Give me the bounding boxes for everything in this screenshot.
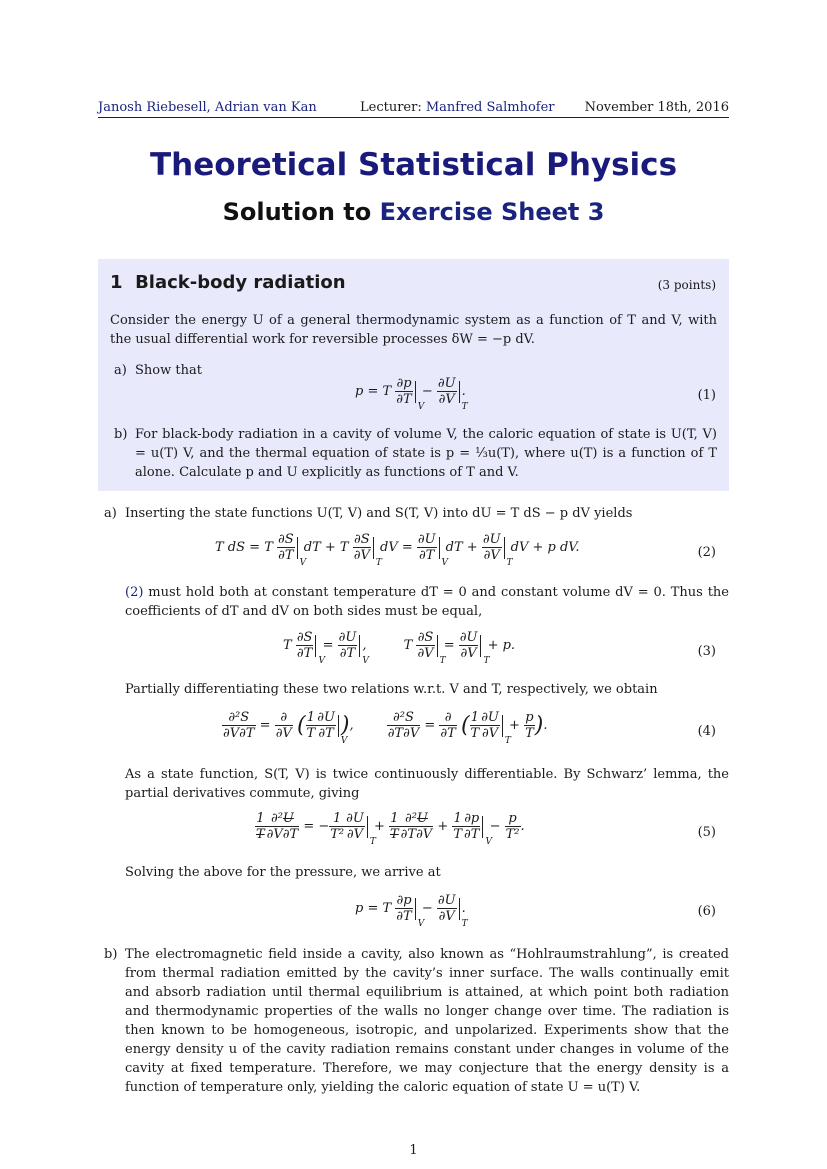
solution-a-para4: As a state function, S(T, V) is twice continuously differentiable. By Schwarz’ lemma, the partial derivatives commute, giving bbox=[125, 767, 729, 801]
part-b-text: For black-body radiation in a cavity of volume V, the caloric equation of state is U(T, V) = u(T) V, and the thermal equation of state is p = ⅓u(T), where u(T) is a function of T alone. Calculate p and U explicitly as functions of T and V. bbox=[135, 427, 717, 480]
solution-a-para2 bbox=[125, 583, 729, 621]
solution-a-para2-text: must hold both at constant temperature dT = 0 and constant volume dV = 0. Thus the coefficients of dT and dV on both sides must be equal, bbox=[125, 585, 729, 619]
equation-6-number: (6) bbox=[697, 904, 716, 919]
solution-a-intro: Inserting the state functions U(T, V) and S(T, V) into dU = T dS − p dV yields bbox=[125, 506, 633, 521]
subtitle-prefix: Solution to bbox=[222, 198, 372, 226]
equation-4-number: (4) bbox=[697, 724, 716, 739]
equation-2-ref-link[interactable]: (2) bbox=[125, 585, 144, 600]
equation-1: p = T $\frac{\partial p}{\partial T}$ V − $\frac{\partial U}{\partial V}$ T . bbox=[355, 376, 468, 412]
equation-3: T $\frac{\partial S}{\partial T}$ V = $\frac{\partial U}{\partial T}$ V , T $\frac{\partial S}{\partial V}$ T = $\frac{\partial U}{\partial V}$ T + p. bbox=[283, 630, 516, 666]
part-b-label: b) bbox=[114, 427, 128, 442]
page-subtitle bbox=[0, 198, 827, 226]
solution-a-para5: Solving the above for the pressure, we arrive at bbox=[125, 865, 441, 880]
part-a-label: a) bbox=[114, 363, 127, 378]
solution-a-label: a) bbox=[104, 506, 117, 521]
exercise-intro: Consider the energy U of a general thermodynamic system as a function of T and V, with the usual differential work for reversible processes δW = −p dV. bbox=[110, 313, 717, 347]
solution-b-label: b) bbox=[104, 947, 118, 962]
exercise-heading bbox=[110, 272, 346, 293]
exercise-sheet-link[interactable]: Exercise Sheet 3 bbox=[379, 198, 605, 226]
date: November 18th, 2016 bbox=[584, 100, 729, 115]
equation-1-number: (1) bbox=[697, 388, 716, 403]
authors-link[interactable]: Janosh Riebesell, Adrian van Kan bbox=[98, 100, 317, 115]
equation-3-number: (3) bbox=[697, 644, 716, 659]
exercise-number: 1 bbox=[110, 272, 123, 293]
equation-5-number: (5) bbox=[697, 825, 716, 840]
part-a-text: Show that bbox=[135, 363, 202, 378]
solution-a-para3: Partially differentiating these two relations w.r.t. V and T, respectively, we obtain bbox=[125, 682, 658, 697]
lecturer-label: Lecturer: bbox=[360, 100, 422, 115]
exercise-points: (3 points) bbox=[657, 278, 716, 292]
equation-4: $\frac{\text{∂²S}}{\partial V\partial T}$ = $\frac{\partial}{\partial V}$ ( $\frac{1}{T}$ $\frac{\partial U}{\partial T}$ V ), $\frac{\text{∂²S}}{\partial T\partial V}$ = $\frac{\partial}{\partial T}$ ( $\frac{1}{T}$ $\frac{\partial U}{\partial V}$ T + $\frac{p}{T}$ ). bbox=[223, 710, 548, 746]
exercise-name: Black-body radiation bbox=[135, 272, 346, 293]
page-number: 1 bbox=[409, 1143, 418, 1158]
page-title: Theoretical Statistical Physics bbox=[149, 147, 678, 183]
lecturer-link[interactable]: Manfred Salmhofer bbox=[425, 100, 555, 115]
equation-2: T dS = T $\frac{\partial S}{\partial T}$ V dT + T $\frac{\partial S}{\partial V}$ T dV = $\frac{\partial U}{\partial T}$ V dT + $\frac{\partial U}{\partial V}$ T dV + p dV. bbox=[215, 532, 580, 568]
header-rule bbox=[98, 117, 729, 118]
equation-6: p = T $\frac{\partial p}{\partial T}$ V − $\frac{\partial U}{\partial V}$ T . bbox=[355, 893, 468, 929]
solution-b-text: The electromagnetic field inside a cavity, also known as “Hohlraumstrahlung”, is created from thermal radiation emitted by the cavity’s inner surface. The walls continually emit and absorb radiation until thermal equilibrium is attained, at which point both radiation and thermodynamic properties of the walls no longer change over time. The radiation is then known to be homogeneous, isotropic, and unpolarized. Experiments show that the energy density u of the cavity radiation remains constant under changes in volume of the cavity at fixed temperature. Therefore, we may conjecture that the energy density is a function of temperature only, yielding the caloric equation of state U = u(T) V. bbox=[125, 947, 729, 1095]
lecturer bbox=[360, 100, 555, 115]
equation-2-number: (2) bbox=[697, 545, 716, 560]
equation-5: $\frac{1}{T}$ $\frac{\text{∂²U}}{\partial V\partial T}$ = − $\frac{1}{\text{T²}}$ $\frac{\partial U}{\partial V}$ T + $\frac{1}{T}$ $\frac{\text{∂²U}}{\partial T\partial V}$ + $\frac{1}{T}$ $\frac{\partial p}{\partial T}$ V − $\frac{p}{\text{T²}}$ . bbox=[256, 811, 525, 847]
